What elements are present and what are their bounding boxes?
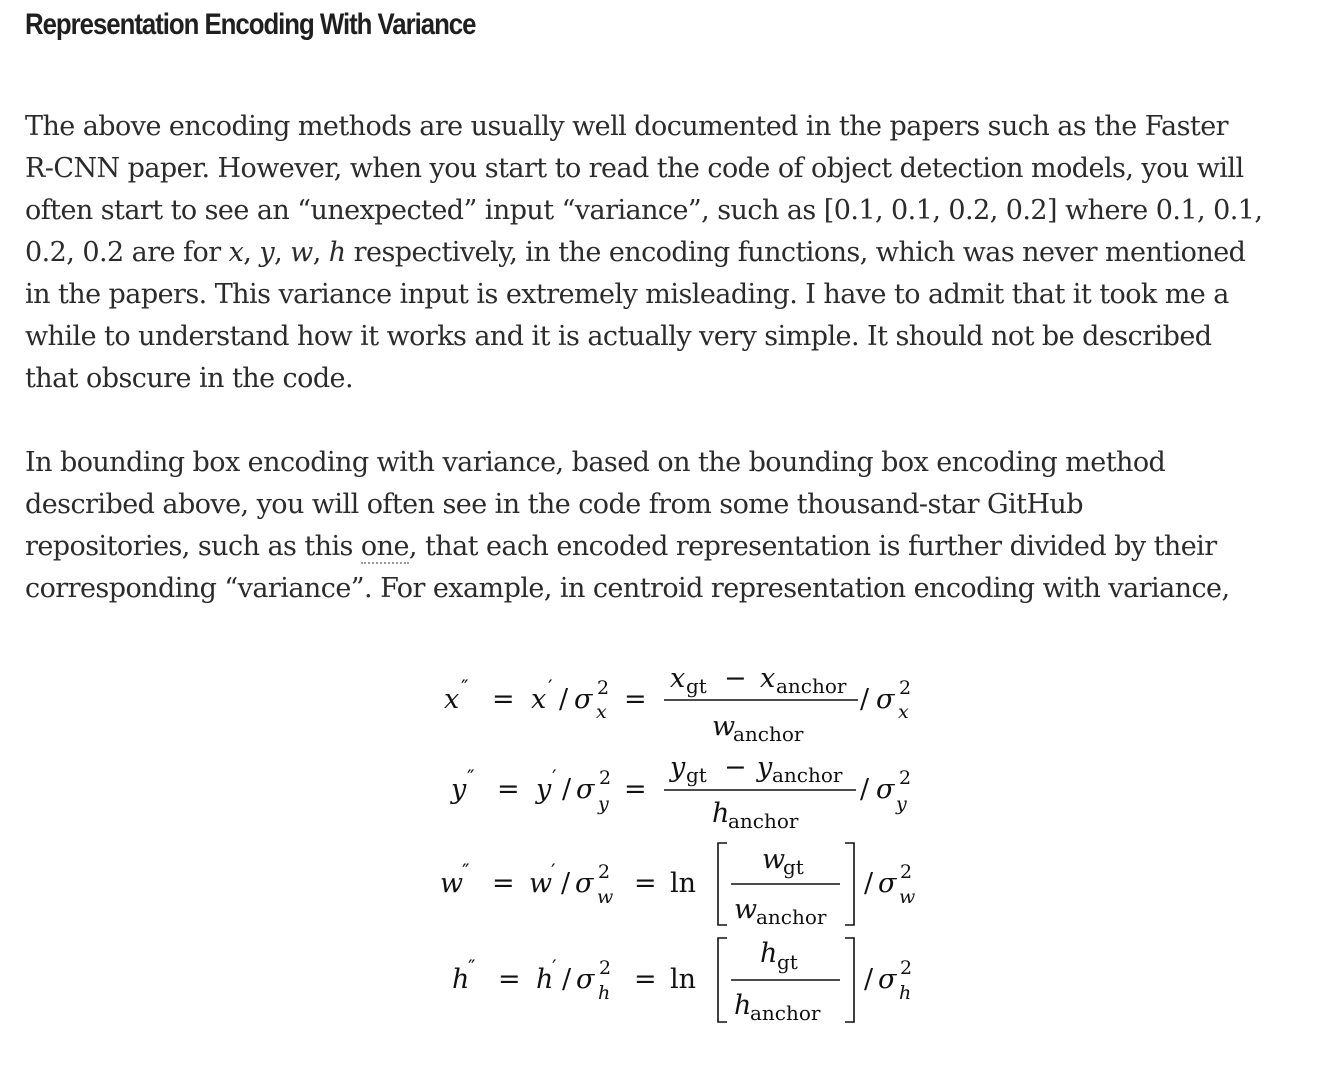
- subscript-var: w: [899, 886, 916, 908]
- slash: /: [561, 868, 571, 899]
- numerator-var: h: [760, 938, 778, 969]
- paragraph-line: while to understand how it works and it is actually very simple. It should not be described: [25, 321, 1212, 352]
- slash: /: [562, 774, 572, 805]
- subscript-anchor: anchor: [728, 809, 799, 833]
- lhs-var: x: [444, 684, 460, 715]
- double-prime: ″: [462, 859, 470, 883]
- subscript-gt: gt: [777, 950, 798, 974]
- numerator-var: w: [762, 844, 786, 875]
- equation-h: [452, 938, 912, 1025]
- subscript-gt: gt: [686, 674, 707, 698]
- minus-sign: −: [724, 752, 747, 783]
- var: y: [536, 774, 552, 805]
- superscript-2: 2: [900, 861, 913, 883]
- ln-operator: ln: [670, 964, 697, 995]
- paragraph-line: described above, you will often see in the code from some thousand-star GitHub: [25, 489, 1084, 520]
- superscript-2: 2: [598, 861, 611, 883]
- subscript-anchor: anchor: [756, 905, 827, 929]
- denominator-var: w: [734, 894, 758, 925]
- slash: /: [559, 684, 569, 715]
- superscript-2: 2: [899, 767, 912, 789]
- paragraph-line: in the papers. This variance input is extremely misleading. I have to admit that it took me a: [25, 279, 1229, 310]
- math-w: w: [290, 237, 313, 268]
- denominator-var: h: [712, 798, 730, 829]
- subscript-var: y: [896, 793, 907, 815]
- article: [25, 0, 1337, 604]
- equals-sign: =: [498, 964, 521, 995]
- equals-sign: =: [624, 774, 647, 805]
- superscript-2: 2: [599, 767, 612, 789]
- var: w: [529, 868, 553, 899]
- sigma: σ: [574, 684, 593, 715]
- prime: ′: [548, 675, 553, 699]
- text-fragment: respectively, in the encoding functions, which was never mentioned: [345, 237, 1246, 268]
- equals-sign: =: [634, 868, 657, 899]
- math-x: x: [228, 237, 244, 268]
- lhs-var: y: [451, 774, 467, 805]
- sigma: σ: [876, 684, 895, 715]
- subscript-var: x: [596, 701, 607, 723]
- sigma: σ: [876, 774, 895, 805]
- sigma: σ: [575, 868, 594, 899]
- prime: ′: [552, 955, 557, 979]
- superscript-2: 2: [599, 957, 612, 979]
- superscript-2: 2: [900, 957, 913, 979]
- paragraph-line: corresponding “variance”. For example, in centroid representation encoding with variance,: [25, 573, 1230, 604]
- numerator-var: y: [757, 752, 773, 783]
- equals-sign: =: [624, 684, 647, 715]
- subscript-var: y: [598, 793, 609, 815]
- subscript-var: h: [598, 982, 611, 1004]
- equation-y: [450, 752, 911, 833]
- subscript-gt: gt: [783, 855, 804, 879]
- slash: /: [864, 868, 874, 899]
- text-fragment: 0.2, 0.2 are for: [25, 237, 229, 268]
- sigma: σ: [576, 964, 595, 995]
- equals-sign: =: [497, 774, 520, 805]
- double-prime: ″: [468, 955, 476, 979]
- double-prime: ″: [467, 765, 475, 789]
- numerator-var: x: [670, 663, 686, 694]
- sigma: σ: [576, 774, 595, 805]
- superscript-2: 2: [597, 677, 610, 699]
- numerator-var: x: [760, 663, 776, 694]
- subscript-anchor: anchor: [772, 763, 843, 787]
- paragraph-variance-encoding: [25, 442, 1337, 610]
- prime: ′: [551, 859, 556, 883]
- equals-sign: =: [492, 868, 515, 899]
- sigma: σ: [878, 964, 897, 995]
- subscript-var: h: [899, 982, 912, 1004]
- denominator-var: w: [712, 711, 736, 742]
- ln-operator: ln: [670, 868, 697, 899]
- lhs-var: w: [440, 868, 464, 899]
- var: h: [536, 964, 554, 995]
- subscript-var: x: [898, 701, 909, 723]
- equation-w: [440, 843, 915, 929]
- text-fragment: repositories, such as this: [25, 531, 361, 562]
- sigma: σ: [878, 868, 897, 899]
- double-prime: ″: [461, 675, 469, 699]
- equation-x: [444, 663, 911, 746]
- numerator-var: y: [670, 752, 686, 783]
- slash: /: [860, 684, 870, 715]
- subscript-var: w: [597, 886, 614, 908]
- denominator-var: h: [734, 990, 752, 1021]
- slash: /: [562, 964, 572, 995]
- math-y: y: [259, 237, 275, 268]
- superscript-2: 2: [899, 677, 912, 699]
- subscript-anchor: anchor: [776, 674, 847, 698]
- subscript-anchor: anchor: [733, 722, 804, 746]
- slash: /: [860, 774, 870, 805]
- text-fragment: , that each encoded representation is further divided by their: [408, 531, 1217, 562]
- paragraph-line: R-CNN paper. However, when you start to read the code of object detection models, you will: [25, 153, 1244, 184]
- equals-sign: =: [492, 684, 515, 715]
- subscript-anchor: anchor: [750, 1001, 821, 1025]
- paragraph-line: The above encoding methods are usually well documented in the papers such as the Faster: [25, 111, 1228, 142]
- repository-link[interactable]: one: [360, 531, 409, 562]
- paragraph-variance-intro: [25, 106, 1337, 400]
- lhs-var: h: [452, 964, 470, 995]
- var: x: [531, 684, 547, 715]
- paragraph-line: In bounding box encoding with variance, based on the bounding box encoding method: [25, 447, 1166, 478]
- subscript-gt: gt: [686, 763, 707, 787]
- paragraph-line: often start to see an “unexpected” input “variance”, such as [0.1, 0.1, 0.2, 0.2] where 0.1, 0.1,: [25, 195, 1263, 226]
- paragraph-line: [25, 526, 1337, 568]
- minus-sign: −: [724, 663, 747, 694]
- paragraph-line: that obscure in the code.: [25, 363, 354, 394]
- paragraph-line: 0.2, 0.2 are for x, y, w, h respectively, in the encoding functions, which was never mentioned: [25, 237, 1246, 268]
- slash: /: [864, 964, 874, 995]
- section-heading: Representation Encoding With Variance: [25, 8, 476, 41]
- equals-sign: =: [634, 964, 657, 995]
- math-h: h: [328, 237, 346, 268]
- prime: ′: [552, 765, 557, 789]
